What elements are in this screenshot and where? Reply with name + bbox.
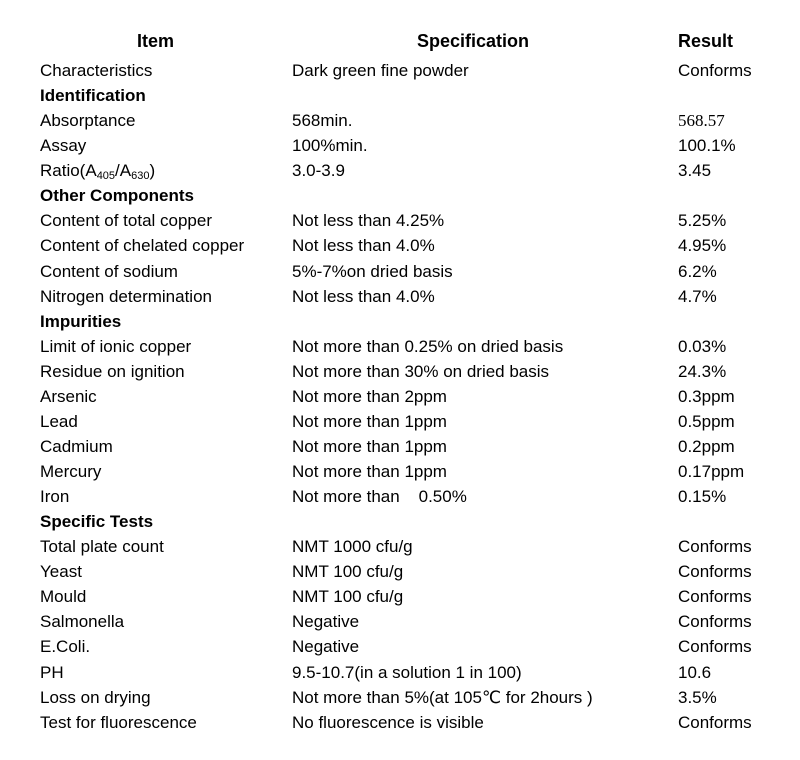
spec-value: Not more than 1ppm xyxy=(292,436,447,456)
result-value: 0.17ppm xyxy=(678,462,745,481)
item-name: Content of total copper xyxy=(40,211,213,231)
spec-value: Not less than 4.0% xyxy=(292,286,435,306)
result-value: 6.2% xyxy=(678,261,717,281)
section-heading-row xyxy=(0,183,800,208)
result-value: 100.1% xyxy=(678,136,736,156)
table-row xyxy=(0,685,800,710)
result-value: 0.15% xyxy=(678,487,727,507)
item-name: Nitrogen determination xyxy=(40,286,212,306)
result-value: 10.6 xyxy=(678,662,712,682)
table-row xyxy=(0,58,800,83)
item-name: Yeast xyxy=(40,562,82,582)
section-heading: Other Components xyxy=(40,186,194,206)
item-name: Loss on drying xyxy=(40,687,151,707)
item-name: Total plate count xyxy=(40,537,164,557)
item-name: Absorptance xyxy=(40,111,136,131)
spec-value: Not more than 30% on dried basis xyxy=(292,361,550,381)
ratio-suffix: ) xyxy=(149,161,156,181)
spec-value: Not more than 2ppm xyxy=(292,386,447,406)
item-name: Mercury xyxy=(40,462,102,481)
item-name: Residue on ignition xyxy=(40,361,185,381)
spec-value: Not more than 5%(at 105℃ for 2hours ) xyxy=(292,687,593,707)
result-value: 0.2ppm xyxy=(678,436,735,456)
item-name xyxy=(40,158,155,183)
spec-value: NMT 100 cfu/g xyxy=(292,562,404,582)
spec-value: Not more than 0.50% xyxy=(292,487,467,507)
result-value: Conforms xyxy=(678,612,752,632)
item-name: Salmonella xyxy=(40,612,125,632)
result-value: 0.03% xyxy=(678,336,727,356)
spec-value: 5%-7%on dried basis xyxy=(292,261,453,281)
spec-value: 100%min. xyxy=(292,136,368,156)
item-name: Mould xyxy=(40,587,87,607)
ratio-prefix: Ratio(A xyxy=(40,161,97,181)
table-row xyxy=(0,434,800,459)
table-header xyxy=(0,31,800,53)
result-value: 5.25% xyxy=(678,211,727,231)
table-row xyxy=(0,133,800,158)
spec-value: Negative xyxy=(292,612,360,632)
spec-value: Not less than 4.25% xyxy=(292,211,445,231)
item-name: Lead xyxy=(40,411,78,431)
table-row xyxy=(0,660,800,685)
result-value: Conforms xyxy=(678,587,752,607)
spec-value: NMT 1000 cfu/g xyxy=(292,537,413,557)
header-item: Item xyxy=(137,31,175,51)
table-row xyxy=(0,208,800,233)
item-name: Content of chelated copper xyxy=(40,236,245,256)
spec-value: 568min. xyxy=(292,111,353,131)
spec-value: 3.0-3.9 xyxy=(292,161,345,181)
section-heading: Specific Tests xyxy=(40,512,154,532)
result-value: Conforms xyxy=(678,61,752,80)
table-row xyxy=(0,359,800,384)
table-row xyxy=(0,108,800,133)
item-name: Cadmium xyxy=(40,436,113,456)
spec-value: Not more than 1ppm xyxy=(292,411,447,431)
result-value: Conforms xyxy=(678,537,752,557)
result-value: 0.3ppm xyxy=(678,386,735,406)
table-row xyxy=(0,459,800,484)
table-row xyxy=(0,409,800,434)
spec-value: 9.5-10.7(in a solution 1 in 100) xyxy=(292,662,522,682)
item-name: Assay xyxy=(40,136,87,156)
table-row xyxy=(0,259,800,284)
spec-value: Negative xyxy=(292,637,360,657)
result-value: 4.95% xyxy=(678,236,727,256)
item-name: Arsenic xyxy=(40,386,97,406)
result-value: Conforms xyxy=(678,562,752,582)
result-value: 4.7% xyxy=(678,286,717,306)
item-name: Test for fluorescence xyxy=(40,712,197,732)
ratio-mid: /A xyxy=(115,161,132,181)
ratio-sub-630: 630 xyxy=(131,170,150,183)
table-row xyxy=(0,634,800,659)
result-value: 3.5% xyxy=(678,687,717,707)
section-heading-row xyxy=(0,309,800,334)
table-row xyxy=(0,384,800,409)
result-value: 3.45 xyxy=(678,161,712,181)
result-value: 0.5ppm xyxy=(678,411,735,431)
header-specification: Specification xyxy=(417,31,530,51)
table-row xyxy=(0,233,800,258)
table-row xyxy=(0,158,800,183)
table-row xyxy=(0,609,800,634)
table-row xyxy=(0,584,800,609)
spec-value: Dark green fine powder xyxy=(292,61,469,80)
item-name: Content of sodium xyxy=(40,261,178,281)
section-heading: Identification xyxy=(40,86,146,106)
ratio-sub-405: 405 xyxy=(96,170,116,183)
spec-value: Not more than 0.25% on dried basis xyxy=(292,336,564,356)
spec-table-body xyxy=(0,58,800,735)
table-row xyxy=(0,334,800,359)
item-name: E.Coli. xyxy=(40,637,91,657)
spec-value: NMT 100 cfu/g xyxy=(292,587,404,607)
section-heading-row xyxy=(0,83,800,108)
table-row xyxy=(0,559,800,584)
spec-value: Not more than 1ppm xyxy=(292,462,447,481)
result-value: Conforms xyxy=(678,712,752,732)
table-row xyxy=(0,534,800,559)
section-heading: Impurities xyxy=(40,311,122,331)
table-row xyxy=(0,284,800,309)
item-name: Iron xyxy=(40,487,70,507)
item-name: Limit of ionic copper xyxy=(40,336,192,356)
spec-value: No fluorescence is visible xyxy=(292,712,484,732)
spec-value: Not less than 4.0% xyxy=(292,236,435,256)
table-row xyxy=(0,710,800,735)
table-row xyxy=(0,484,800,509)
item-name: Characteristics xyxy=(40,61,153,80)
result-value: 24.3% xyxy=(678,361,727,381)
result-value: 568.57 xyxy=(678,111,725,131)
result-value: Conforms xyxy=(678,637,752,657)
header-result: Result xyxy=(678,31,734,51)
item-name: PH xyxy=(40,662,64,682)
section-heading-row xyxy=(0,509,800,534)
